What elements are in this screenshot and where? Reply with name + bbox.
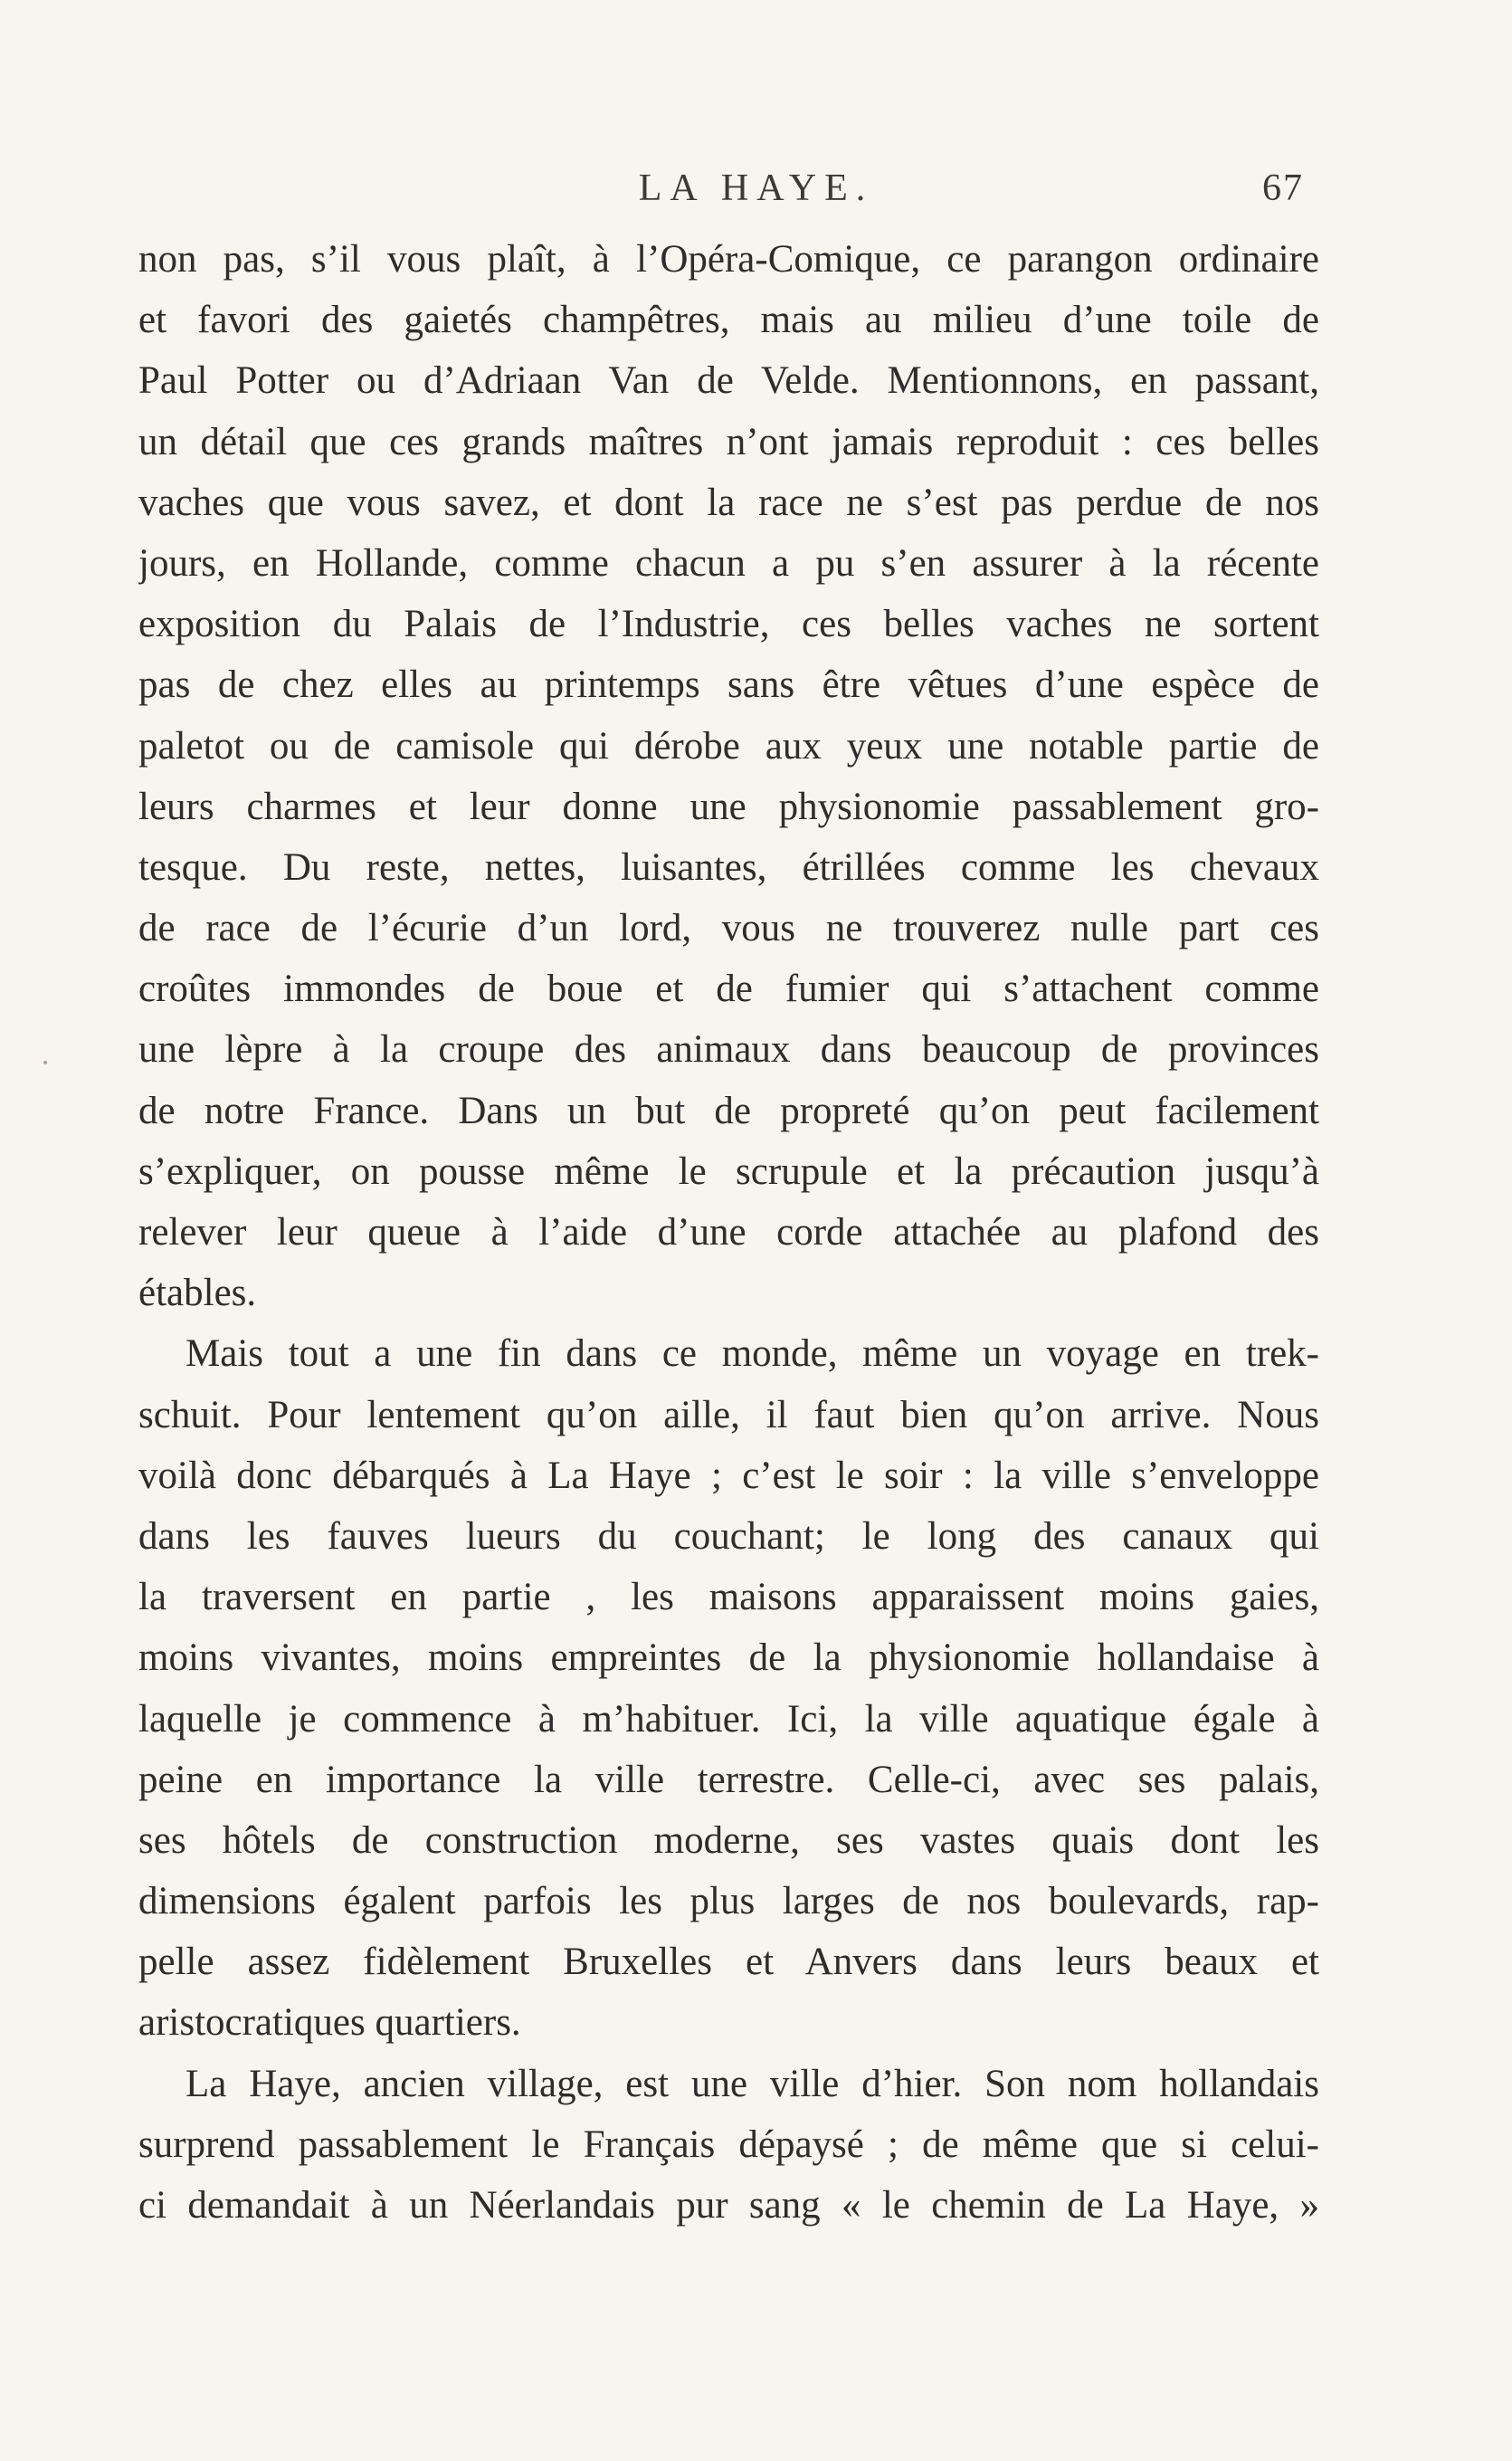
- text-line: peine en importance la ville terrestre. Celle-ci, avec ses palais,: [138, 1758, 1319, 1801]
- text-line: paletot ou de camisole qui dérobe aux yeux une notable partie de: [138, 724, 1319, 768]
- text-line: moins vivantes, moins empreintes de la physionomie hollandaise à: [138, 1636, 1319, 1680]
- paragraph-end-line: aristocratiques quartiers.: [138, 2001, 521, 2045]
- text-line: jours, en Hollande, comme chacun a pu s’en assurer à la récente: [138, 541, 1319, 585]
- text-line: et favori des gaietés champêtres, mais au milieu d’une toile de: [138, 299, 1319, 342]
- page-number: 67: [1262, 167, 1304, 209]
- text-line: pas de chez elles au printemps sans être vêtues d’une espèce de: [138, 663, 1319, 707]
- text-line: schuit. Pour lentement qu’on aille, il faut bien qu’on arrive. Nous: [138, 1393, 1319, 1436]
- text-line: croûtes immondes de boue et de fumier qui s’attachent comme: [138, 968, 1319, 1011]
- text-line: leurs charmes et leur donne une physionomie passablement gro-: [138, 785, 1319, 828]
- text-line: Paul Potter ou d’Adriaan Van de Velde. Mentionnons, en passant,: [138, 359, 1319, 403]
- text-line: dimensions égalent parfois les plus larges de nos boulevards, rap-: [138, 1880, 1319, 1923]
- text-line: ci demandait à un Néerlandais pur sang « le chemin de La Haye, »: [138, 2184, 1319, 2227]
- running-title: LA HAYE.: [638, 167, 874, 209]
- text-line: tesque. Du reste, nettes, luisantes, étrillées comme les chevaux: [138, 845, 1319, 889]
- text-line: pelle assez fidèlement Bruxelles et Anvers dans leurs beaux et: [138, 1941, 1319, 1984]
- text-line: non pas, s’il vous plaît, à l’Opéra-Comique, ce parangon ordinaire: [138, 238, 1319, 281]
- paragraph-end-line: étables.: [138, 1272, 257, 1315]
- text-line: relever leur queue à l’aide d’une corde attachée au plafond des: [138, 1211, 1319, 1254]
- text-line: une lèpre à la croupe des animaux dans beaucoup de provinces: [138, 1028, 1319, 1072]
- text-line: ses hôtels de construction moderne, ses vastes quais dont les: [138, 1818, 1319, 1862]
- paragraph-start-line: Mais tout a une fin dans ce monde, même un voyage en trek-: [185, 1332, 1319, 1376]
- margin-mark: •: [42, 1056, 50, 1071]
- body-text: [138, 229, 1319, 2236]
- text-line: de notre France. Dans un but de propreté qu’on peut facilement: [138, 1089, 1319, 1132]
- text-line: vaches que vous savez, et dont la race ne s’est pas perdue de nos: [138, 481, 1319, 524]
- text-line: voilà donc débarqués à La Haye ; c’est le soir : la ville s’enveloppe: [138, 1454, 1319, 1497]
- paragraph-start-line: La Haye, ancien village, est une ville d’hier. Son nom hollandais: [185, 2062, 1319, 2105]
- text-line: dans les fauves lueurs du couchant; le long des canaux qui: [138, 1514, 1319, 1558]
- text-line: de race de l’écurie d’un lord, vous ne trouverez nulle part ces: [138, 907, 1319, 950]
- page-header: [0, 167, 1512, 221]
- text-line: s’expliquer, on pousse même le scrupule et la précaution jusqu’à: [138, 1149, 1319, 1193]
- text-line: laquelle je commence à m’habituer. Ici, la ville aquatique égale à: [138, 1697, 1319, 1741]
- text-line: surprend passablement le Français dépaysé ; de même que si celui-: [138, 2122, 1319, 2166]
- text-line: un détail que ces grands maîtres n’ont jamais reproduit : ces belles: [138, 420, 1319, 463]
- text-line: exposition du Palais de l’Industrie, ces belles vaches ne sortent: [138, 603, 1319, 646]
- text-line: la traversent en partie , les maisons apparaissent moins gaies,: [138, 1576, 1319, 1619]
